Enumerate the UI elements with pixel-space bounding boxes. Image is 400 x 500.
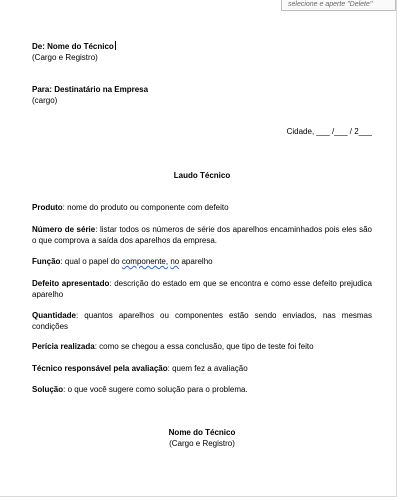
field-solucao [32, 384, 372, 395]
field-text: : listar todos os números de série dos aparelhos encaminhados pois eles são o que comprova a saída dos aparelhos da empresa. [32, 225, 372, 245]
text-cursor [115, 41, 116, 50]
field-label: Número de série [32, 225, 96, 234]
sender-role: (Cargo e Registro) [32, 53, 98, 62]
field-text: : o que você sugere como solução para o problema. [63, 385, 248, 394]
recipient-role: (cargo) [32, 96, 58, 105]
field-defeito [32, 278, 372, 300]
spellcheck-word: no [170, 257, 180, 266]
field-label: Defeito apresentado [32, 279, 110, 288]
field-text: : nome do produto ou componente com defeito [62, 203, 229, 212]
field-text: : como se chegou a essa conclusão, que tipo de teste foi feito [94, 342, 314, 351]
instruction-note [281, 0, 396, 11]
field-numero-serie [32, 224, 372, 246]
document-title: Laudo Técnico [173, 171, 231, 180]
field-text: : descrição do estado em que se encontra e como esse defeito prejudica aparelho [32, 279, 372, 299]
field-text: : qual o papel do [60, 257, 122, 266]
field-label: Produto [32, 203, 63, 212]
field-text: aparelho [179, 257, 213, 266]
recipient-label: Para: [32, 85, 55, 94]
field-label: Solução [32, 385, 64, 394]
field-produto [32, 202, 372, 213]
field-label: Função [32, 257, 61, 266]
sender-block [32, 41, 372, 63]
signature-role: (Cargo e Registro) [169, 439, 235, 448]
sender-label: De: [32, 42, 48, 51]
instruction-note-text: selecione e aperte "Delete" [288, 1, 373, 8]
field-funcao [32, 256, 372, 267]
field-tecnico-responsavel [32, 363, 372, 374]
recipient-name: Destinatário na Empresa [54, 85, 149, 94]
field-label: Quantidade [32, 311, 77, 320]
signature-name: Nome do Técnico [168, 428, 236, 437]
field-quantidade [32, 310, 372, 332]
date-line: Cidade, ___ /___ / 2___ [286, 127, 372, 136]
field-text: : quantos aparelhos ou componentes estão sendo enviados, nas mesmas condições [32, 311, 372, 331]
signature-block [32, 427, 372, 449]
field-label: Perícia realizada [32, 342, 95, 351]
field-label: Técnico responsável pela avaliação [32, 364, 168, 373]
recipient-block [32, 84, 372, 106]
field-text: : quem fez a avaliação [167, 364, 248, 373]
sender-name[interactable]: Nome do Técnico [47, 42, 114, 51]
field-pericia [32, 341, 372, 352]
spellcheck-word: componente, [121, 257, 169, 266]
